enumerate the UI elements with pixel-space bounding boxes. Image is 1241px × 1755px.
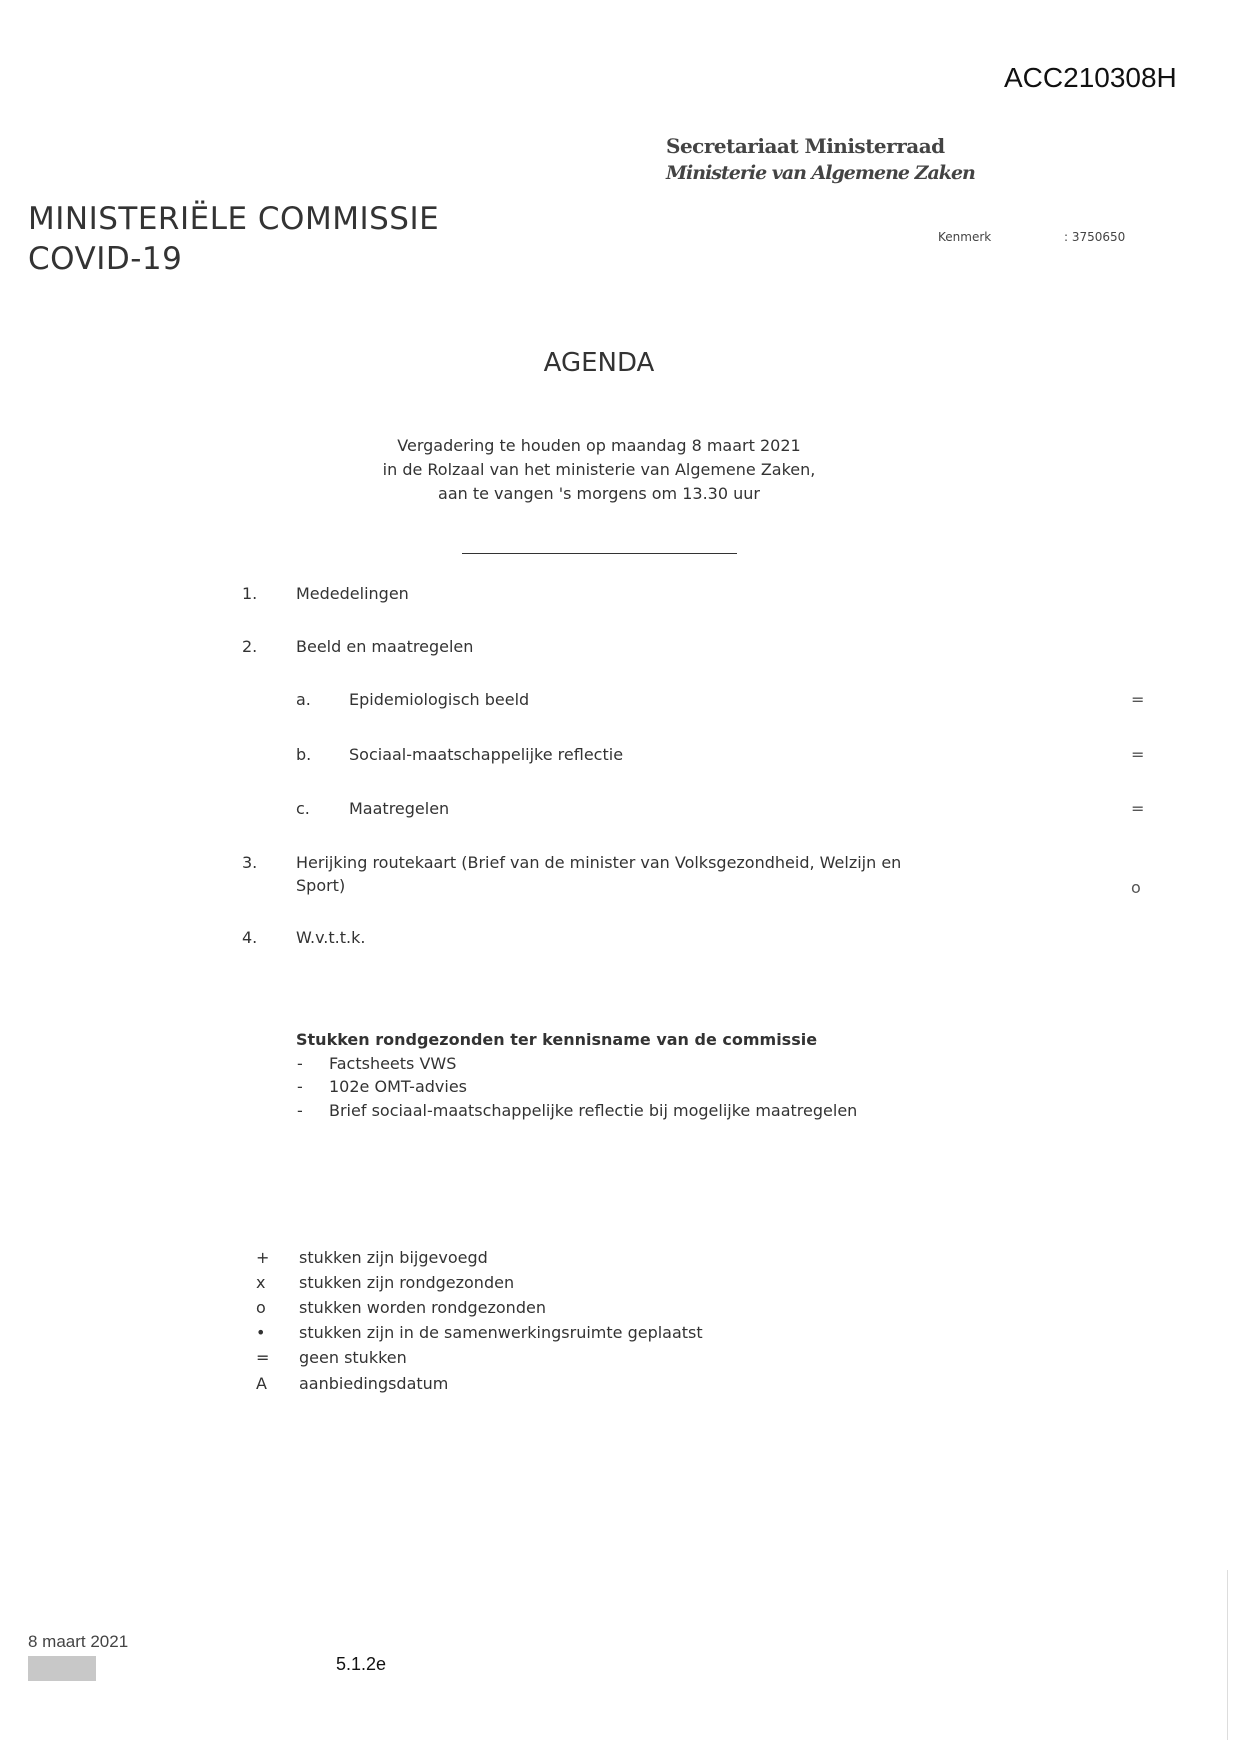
item-number: 1. <box>242 584 258 603</box>
subitem-mark: = <box>1131 745 1145 764</box>
item-number: 2. <box>242 637 258 656</box>
redaction-code: 5.1.2e <box>336 1654 387 1674</box>
reference-label: Kenmerk <box>938 230 992 244</box>
legend-text: stukken zijn in de samenwerkingsruimte geplaatst <box>299 1323 703 1342</box>
circulated-heading: Stukken rondgezonden ter kennisname van de commissie <box>296 1030 818 1049</box>
legend-symbol: x <box>256 1273 266 1292</box>
scan-edge <box>1227 1570 1228 1740</box>
item-text: W.v.t.t.k. <box>296 928 366 947</box>
legend-text: stukken zijn rondgezonden <box>299 1273 515 1292</box>
organization-name: Secretariaat Ministerraad <box>666 134 945 158</box>
meeting-location: in de Rolzaal van het ministerie van Algemene Zaken, <box>382 460 816 479</box>
subitem-mark: = <box>1131 690 1145 709</box>
item-text-continued: Sport) <box>296 876 346 895</box>
item-number: 3. <box>242 853 258 872</box>
footer-date: 8 maart 2021 <box>28 1632 129 1651</box>
item-text: Mededelingen <box>296 584 409 603</box>
subitem-text: Maatregelen <box>349 799 450 818</box>
subitem-letter: c. <box>296 799 310 818</box>
meeting-time: aan te vangen 's morgens om 13.30 uur <box>438 484 760 503</box>
reference-value: : 3750650 <box>1064 230 1126 244</box>
legend-text: aanbiedingsdatum <box>299 1374 449 1393</box>
document-title <box>28 199 439 279</box>
meeting-details <box>0 434 1198 506</box>
subitem-letter: b. <box>296 745 312 764</box>
dash: - <box>297 1101 303 1120</box>
redaction-box <box>28 1656 96 1681</box>
circulated-item: Brief sociaal-maatschappelijke reflectie bij mogelijke maatregelen <box>329 1101 858 1120</box>
meeting-date: Vergadering te houden op maandag 8 maart 2021 <box>397 436 801 455</box>
subitem-mark: = <box>1131 799 1145 818</box>
item-text: Beeld en maatregelen <box>296 637 474 656</box>
circulated-item: 102e OMT-advies <box>329 1077 467 1096</box>
item-mark: o <box>1131 878 1141 897</box>
ministry-name: Ministerie van Algemene Zaken <box>666 162 975 184</box>
agenda-heading: AGENDA <box>543 348 655 378</box>
item-number: 4. <box>242 928 258 947</box>
title-line-2: COVID-19 <box>28 241 183 277</box>
legend-symbol: + <box>256 1248 270 1267</box>
dash: - <box>297 1054 303 1073</box>
item-text: Herijking routekaart (Brief van de minister van Volksgezondheid, Welzijn en <box>296 853 902 872</box>
legend-text: stukken zijn bijgevoegd <box>299 1248 488 1267</box>
document-id: ACC210308H <box>1004 62 1177 93</box>
dash: - <box>297 1077 303 1096</box>
legend-symbol: A <box>256 1374 267 1393</box>
legend-text: stukken worden rondgezonden <box>299 1298 546 1317</box>
legend-text: geen stukken <box>299 1348 407 1367</box>
subitem-text: Epidemiologisch beeld <box>349 690 530 709</box>
title-line-1: MINISTERIËLE COMMISSIE <box>28 201 440 237</box>
legend-symbol: o <box>256 1298 266 1317</box>
legend-symbol: = <box>256 1348 270 1367</box>
circulated-item: Factsheets VWS <box>329 1054 457 1073</box>
subitem-letter: a. <box>296 690 311 709</box>
subitem-text: Sociaal-maatschappelijke reflectie <box>349 745 624 764</box>
legend-symbol: • <box>256 1323 266 1342</box>
divider <box>462 553 737 554</box>
